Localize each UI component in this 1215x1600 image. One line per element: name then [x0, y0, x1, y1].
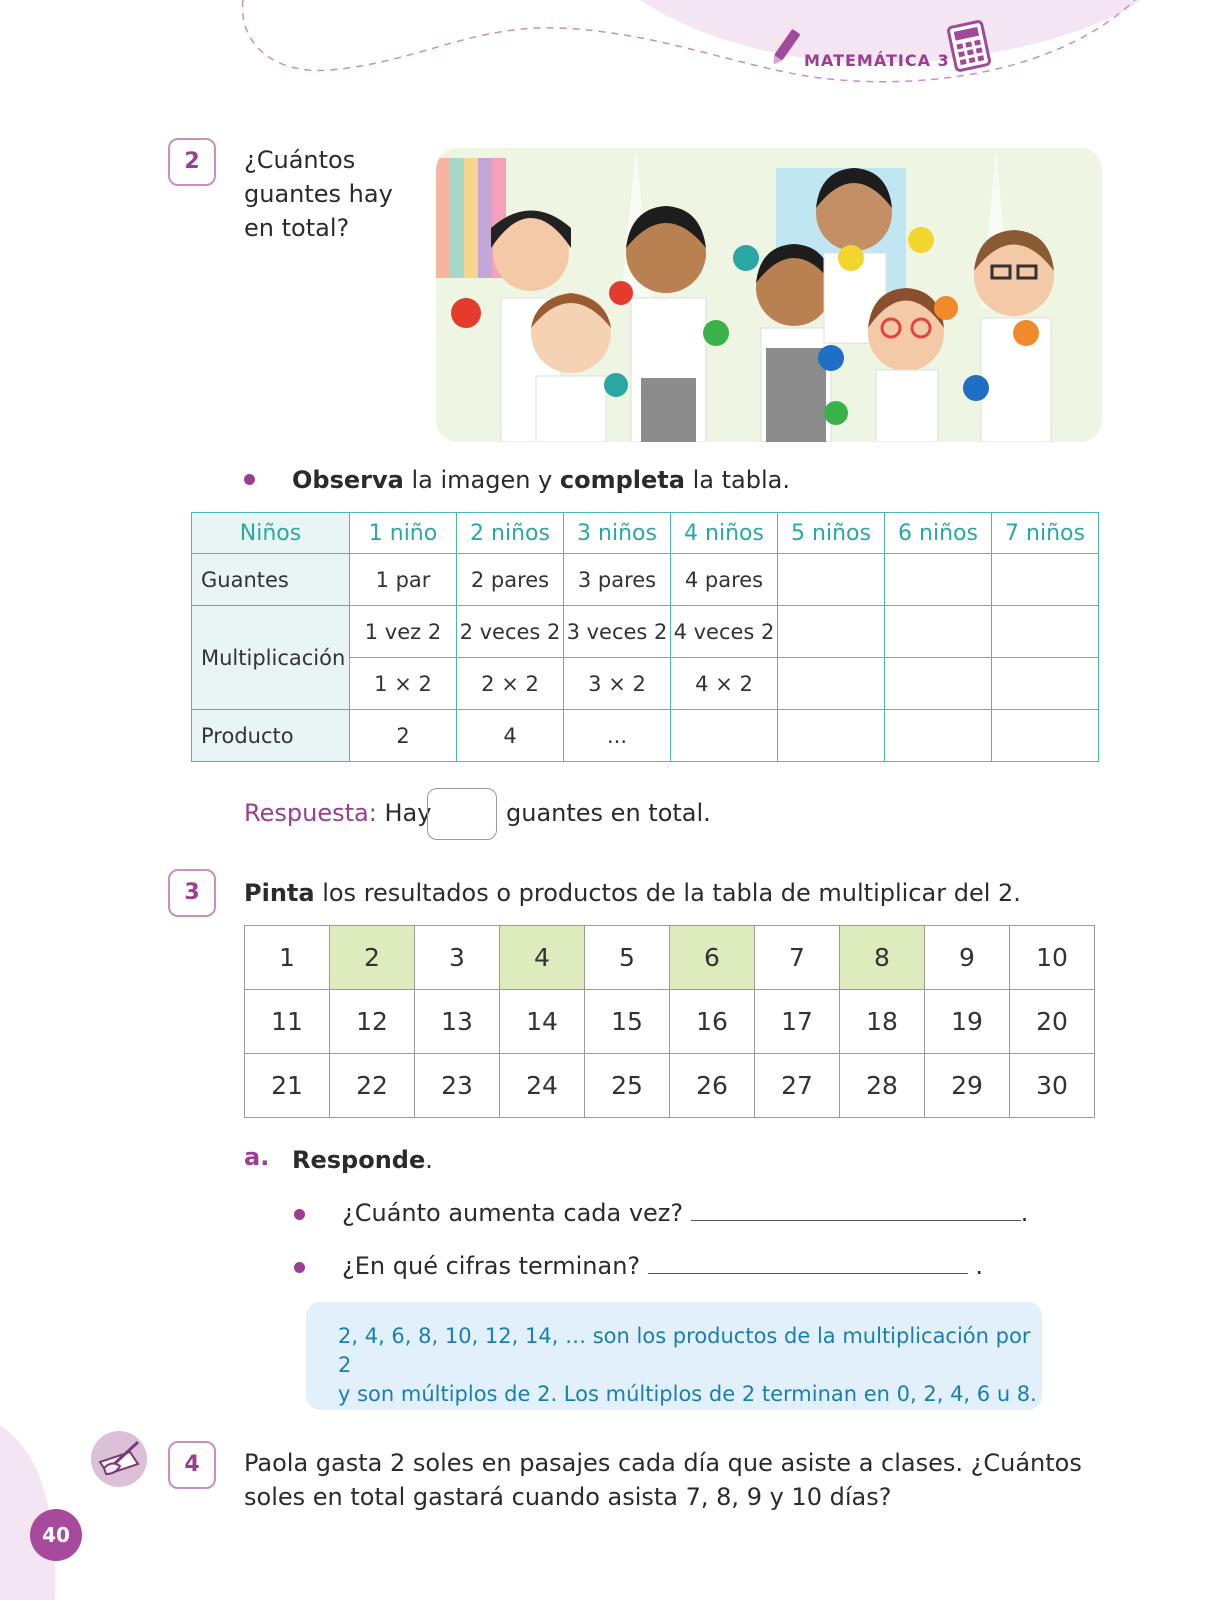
bullet: [294, 1262, 305, 1273]
grid-cell[interactable]: 1: [245, 926, 330, 990]
grid-cell[interactable]: 30: [1010, 1054, 1095, 1118]
grid-cell[interactable]: 26: [670, 1054, 755, 1118]
grid-cell[interactable]: 13: [415, 990, 500, 1054]
question-3-text: [244, 876, 1021, 910]
grid-row: [245, 1054, 1095, 1118]
info-text: [338, 1322, 1038, 1409]
answer-sentence: [244, 796, 431, 830]
answer-cell[interactable]: [885, 554, 992, 606]
question-number-badge: 3: [168, 869, 216, 917]
instruction-observe: [292, 463, 790, 497]
grid-row: [245, 990, 1095, 1054]
info-line: 2, 4, 6, 8, 10, 12, 14, … son los productos de la multiplicación por 2: [338, 1324, 1031, 1377]
header-cell: Niños: [192, 513, 350, 554]
table-cell: 3 × 2: [564, 658, 671, 710]
row-label: Producto: [192, 710, 350, 762]
header-cell: 2 niños: [457, 513, 564, 554]
answer-cell[interactable]: [885, 606, 992, 658]
classroom-scene: [436, 148, 1102, 442]
grid-cell[interactable]: 5: [585, 926, 670, 990]
instruction-bold-completa: completa: [559, 466, 685, 494]
question-a1-text: ¿Cuánto aumenta cada vez?: [342, 1199, 684, 1227]
grid-cell[interactable]: 20: [1010, 990, 1095, 1054]
answer-cell[interactable]: [778, 658, 885, 710]
header-cell: 4 niños: [671, 513, 778, 554]
sub-question-letter: a.: [244, 1143, 270, 1171]
info-line: y son múltiplos de 2. Los múltiplos de 2 terminan en 0, 2, 4, 6 u 8.: [338, 1382, 1037, 1406]
grid-cell-highlighted[interactable]: 2: [330, 926, 415, 990]
grid-cell[interactable]: 15: [585, 990, 670, 1054]
grid-cell[interactable]: 16: [670, 990, 755, 1054]
respuesta-label: Respuesta:: [244, 799, 377, 827]
grid-cell[interactable]: 24: [500, 1054, 585, 1118]
grid-cell[interactable]: 28: [840, 1054, 925, 1118]
table-cell: 2 × 2: [457, 658, 564, 710]
grid-cell-highlighted[interactable]: 4: [500, 926, 585, 990]
info-box: [306, 1302, 1042, 1410]
row-label: Multiplicación: [192, 606, 350, 710]
calculator-icon: [946, 20, 992, 72]
question-number-badge: 2: [168, 138, 216, 186]
answer-line[interactable]: [691, 1198, 1021, 1221]
grid-cell[interactable]: 3: [415, 926, 500, 990]
grid-row: [245, 926, 1095, 990]
gloves-table: [191, 512, 1099, 762]
grid-cell[interactable]: 21: [245, 1054, 330, 1118]
question-2-text: [244, 143, 393, 245]
table-cell: 3 pares: [564, 554, 671, 606]
instruction-bold-observa: Observa: [292, 466, 404, 494]
answer-line-end: .: [1020, 1199, 1029, 1227]
question-a2-text: ¿En qué cifras terminan?: [342, 1252, 641, 1280]
grid-cell[interactable]: 22: [330, 1054, 415, 1118]
answer-box[interactable]: [427, 788, 497, 840]
instruction-bold-pinta: Pinta: [244, 879, 315, 907]
question-4-text: [244, 1446, 1082, 1514]
header-cell: 7 niños: [992, 513, 1099, 554]
question-number-badge: 4: [168, 1441, 216, 1489]
answer-line[interactable]: [648, 1251, 968, 1274]
table-cell: 2: [350, 710, 457, 762]
question-2-line1: ¿Cuántos: [244, 146, 356, 174]
table-cell: 2 veces 2: [457, 606, 564, 658]
answer-line-end: .: [975, 1252, 984, 1280]
table-cell: 4 veces 2: [671, 606, 778, 658]
answer-cell[interactable]: [885, 710, 992, 762]
table-header-row: [192, 513, 1099, 554]
table-cell: 1 × 2: [350, 658, 457, 710]
children-with-gloves-illustration: [436, 148, 1102, 442]
grid-cell[interactable]: 10: [1010, 926, 1095, 990]
pencil-icon: [770, 26, 800, 70]
table-cell: 3 veces 2: [564, 606, 671, 658]
table-cell: 1 vez 2: [350, 606, 457, 658]
grid-cell[interactable]: 7: [755, 926, 840, 990]
bullet: [244, 474, 255, 485]
grid-cell[interactable]: 25: [585, 1054, 670, 1118]
table-row-producto: [192, 710, 1099, 762]
answer-cell[interactable]: [778, 554, 885, 606]
book-title: MATEMÁTICA 3: [804, 51, 950, 70]
question-4-line1: Paola gasta 2 soles en pasajes cada día que asiste a clases. ¿Cuántos: [244, 1449, 1082, 1477]
table-row-guantes: [192, 554, 1099, 606]
grid-cell[interactable]: 23: [415, 1054, 500, 1118]
header-cell: 6 niños: [885, 513, 992, 554]
instruction-rest: los resultados o productos de la tabla de multiplicar del 2.: [314, 879, 1021, 907]
grid-cell[interactable]: 11: [245, 990, 330, 1054]
instruction-mid: la imagen y: [403, 466, 560, 494]
responde-label: Responde: [292, 1146, 426, 1174]
answer-cell[interactable]: [671, 710, 778, 762]
answer-cell[interactable]: [885, 658, 992, 710]
instruction-end: la tabla.: [684, 466, 790, 494]
grid-cell[interactable]: 17: [755, 990, 840, 1054]
row-label: Guantes: [192, 554, 350, 606]
question-2-line3: en total?: [244, 214, 350, 242]
grid-cell[interactable]: 9: [925, 926, 1010, 990]
grid-cell[interactable]: 19: [925, 990, 1010, 1054]
table-cell: 4: [457, 710, 564, 762]
respuesta-pre: Hay: [384, 799, 432, 827]
answer-cell[interactable]: [992, 658, 1099, 710]
answer-cell[interactable]: [992, 710, 1099, 762]
question-4-line2: soles en total gastará cuando asista 7, 8, 9 y 10 días?: [244, 1483, 892, 1511]
writing-hand-icon: [90, 1430, 150, 1488]
grid-cell-highlighted[interactable]: 8: [840, 926, 925, 990]
question-a2: [342, 1249, 983, 1283]
header-cell: 5 niños: [778, 513, 885, 554]
grid-cell[interactable]: 12: [330, 990, 415, 1054]
table-cell: 4 pares: [671, 554, 778, 606]
grid-cell[interactable]: 27: [755, 1054, 840, 1118]
bullet: [294, 1209, 305, 1220]
table-cell: 4 × 2: [671, 658, 778, 710]
answer-cell[interactable]: [778, 710, 885, 762]
responde-period: .: [425, 1146, 433, 1174]
question-a1: [342, 1196, 1028, 1230]
header-cell: 3 niños: [564, 513, 671, 554]
header-decoration: [0, 0, 1215, 110]
answer-cell[interactable]: [992, 606, 1099, 658]
header-cell: 1 niño: [350, 513, 457, 554]
grid-cell[interactable]: 18: [840, 990, 925, 1054]
grid-cell-highlighted[interactable]: 6: [670, 926, 755, 990]
grid-cell[interactable]: 29: [925, 1054, 1010, 1118]
table-cell: 1 par: [350, 554, 457, 606]
table-row-mult-words: [192, 606, 1099, 658]
table-cell: ...: [564, 710, 671, 762]
page-number: 40: [30, 1509, 82, 1561]
grid-cell[interactable]: 14: [500, 990, 585, 1054]
answer-cell[interactable]: [992, 554, 1099, 606]
sub-question-title: [292, 1143, 433, 1177]
table-cell: 2 pares: [457, 554, 564, 606]
question-2-line2: guantes hay: [244, 180, 393, 208]
multiplication-grid: [244, 925, 1095, 1118]
respuesta-post: guantes en total.: [506, 799, 711, 827]
answer-cell[interactable]: [778, 606, 885, 658]
